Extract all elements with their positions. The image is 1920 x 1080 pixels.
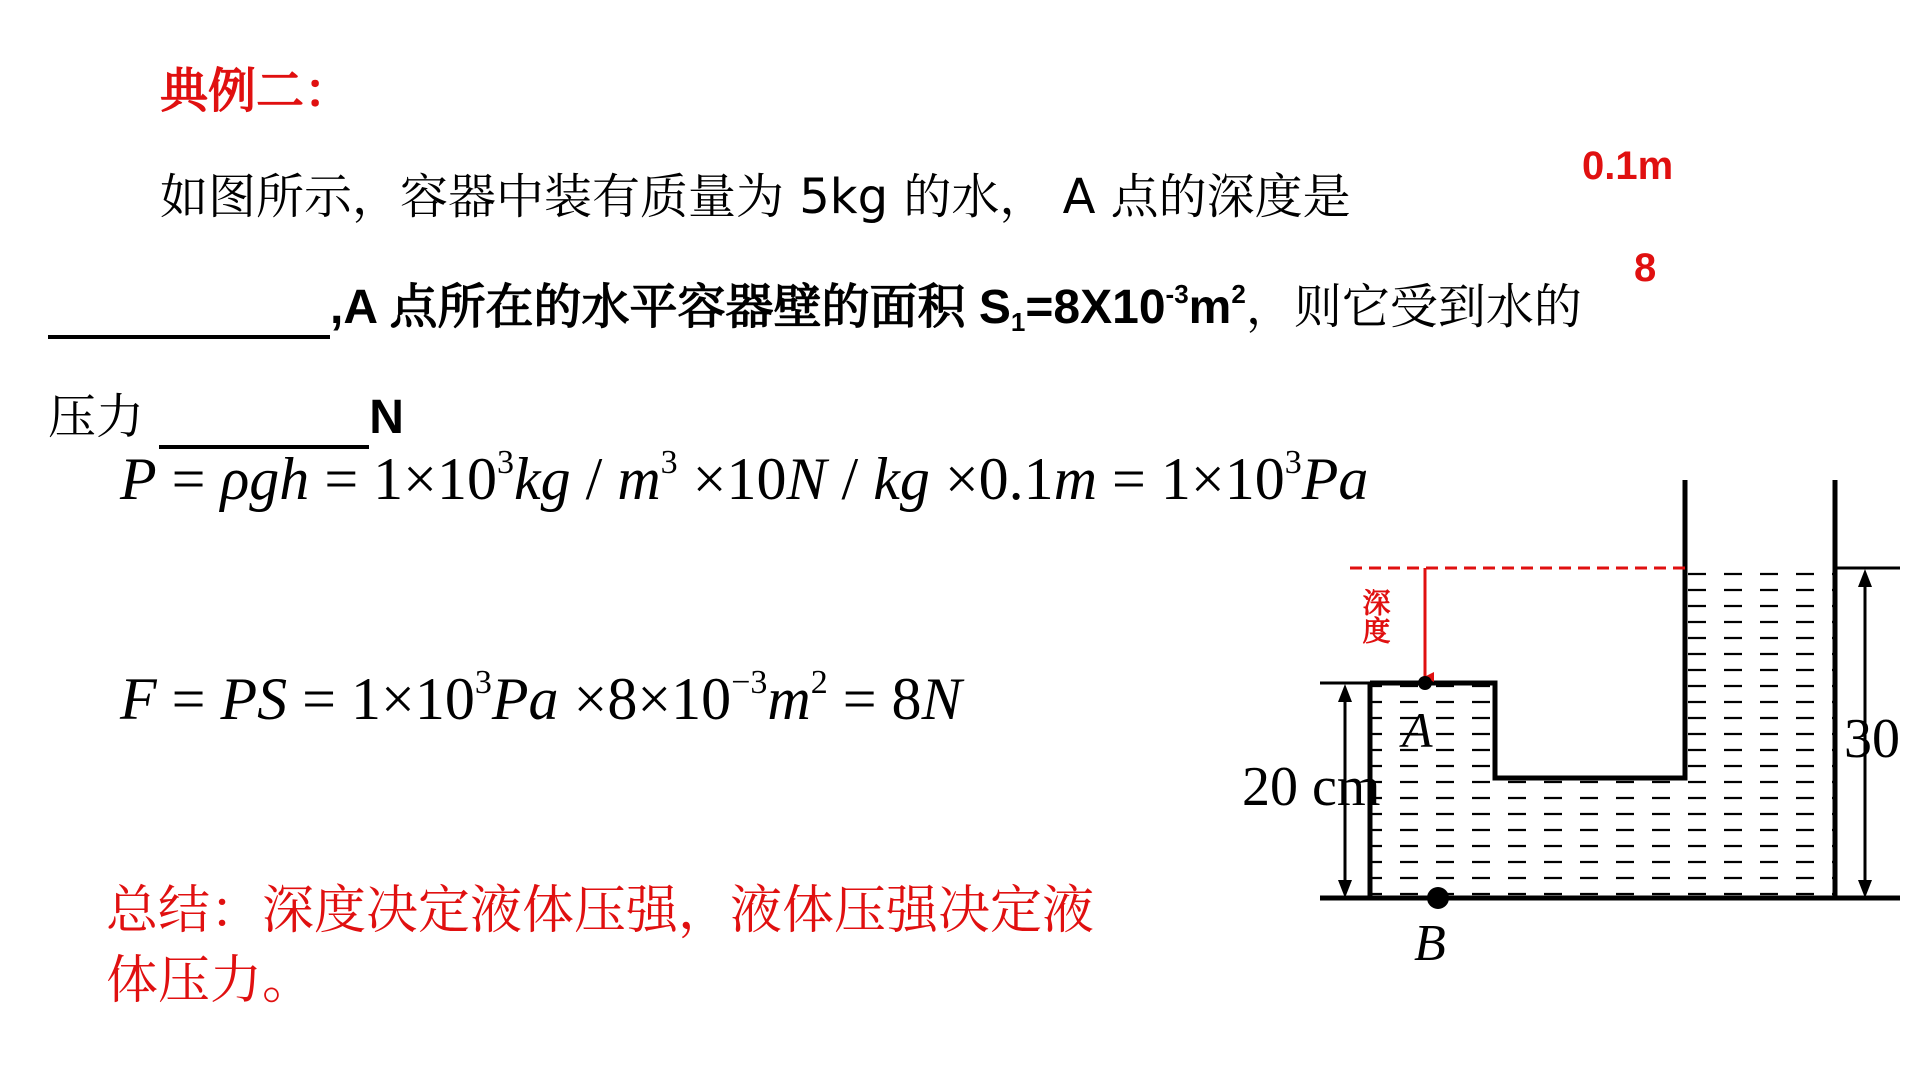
formula1-n: N [786, 446, 827, 512]
answer-depth: 0.1m [1582, 144, 1674, 188]
formula1-kg1: kg [514, 446, 571, 512]
question-line-2 [48, 268, 1582, 339]
formula2-ps: PS [220, 666, 288, 732]
formula1-result: = 1×10 [1097, 446, 1285, 512]
left-dim-arrowhead-bottom [1338, 880, 1352, 898]
force-blank [159, 389, 369, 449]
formula2-coef1: = 1×10 [287, 666, 475, 732]
formula2-exp2: −3 [731, 664, 768, 701]
question-text-3b: N [369, 391, 404, 444]
answer-force: 8 [1634, 246, 1657, 290]
formula2-eq1: = [156, 666, 221, 732]
question-text-2c: m [1188, 281, 1232, 334]
formula1-times10: ×10 [677, 446, 787, 512]
formula2-result: = 8 [827, 666, 922, 732]
formula1-m2: m [1053, 446, 1098, 512]
water-body [1370, 568, 1835, 898]
formula1-exp3: 3 [1284, 444, 1302, 481]
question-text-3a: 压力 [48, 389, 145, 445]
exponent-minus3: -3 [1165, 279, 1189, 309]
example-heading: 典例二： [160, 63, 353, 119]
formula2-times8: ×8×10 [558, 666, 732, 732]
point-a-dot [1418, 676, 1432, 690]
formula1-exp1: 3 [497, 444, 514, 481]
summary-line-2: 体压力。 [106, 951, 315, 1011]
right-dim-arrowhead-top [1858, 569, 1872, 587]
formula1-slash2: / [826, 446, 874, 512]
question-text-2d: ，则它受到水的 [1245, 279, 1582, 335]
force-formula [120, 665, 962, 734]
container-diagram [1180, 470, 1920, 980]
formula1-rhogh: ρgh [220, 446, 310, 512]
formula2-exp1: 3 [474, 664, 492, 701]
formula1-exp2: 3 [660, 444, 678, 481]
question-line-1 [160, 158, 1351, 227]
formula1-slash1: / [570, 446, 618, 512]
question-text-1: 如图所示，容器中装有质量为 5kg 的水， A 点的深度是 [160, 169, 1351, 225]
right-dim-arrowhead-bottom [1858, 880, 1872, 898]
formula1-p: P [120, 446, 157, 512]
formula1-coef1: = 1×10 [309, 446, 497, 512]
exponent-2: 2 [1231, 279, 1246, 309]
question-line-3 [48, 378, 404, 449]
depth-blank [48, 279, 330, 339]
formula1-eq1: = [156, 446, 221, 512]
depth-label: 深度 [1358, 588, 1392, 644]
formula1-m1: m [617, 446, 661, 512]
question-text-2b: =8X10 [1025, 281, 1166, 334]
point-b-dot [1427, 887, 1449, 909]
question-text-2a: ,A 点所在的水平容器壁的面积 S [330, 281, 1011, 334]
left-dim-arrowhead-top [1338, 684, 1352, 702]
formula2-m: m [767, 666, 811, 732]
point-b-label: B [1414, 915, 1446, 972]
right-height-label: 30 [1844, 708, 1900, 770]
point-a-label: A [1402, 702, 1433, 758]
subscript-1: 1 [1010, 307, 1026, 337]
formula1-kg2: kg [873, 446, 930, 512]
formula2-n: N [921, 666, 962, 732]
formula2-exp3: 2 [810, 664, 828, 701]
formula1-pa: Pa [1301, 446, 1369, 512]
formula2-f: F [120, 666, 157, 732]
summary-line-1: 总结：深度决定液体压强，液体压强决定液 [106, 881, 1095, 941]
formula1-times01: ×0.1 [929, 446, 1054, 512]
formula2-pa: Pa [491, 666, 559, 732]
left-height-label: 20 cm [1242, 756, 1381, 818]
